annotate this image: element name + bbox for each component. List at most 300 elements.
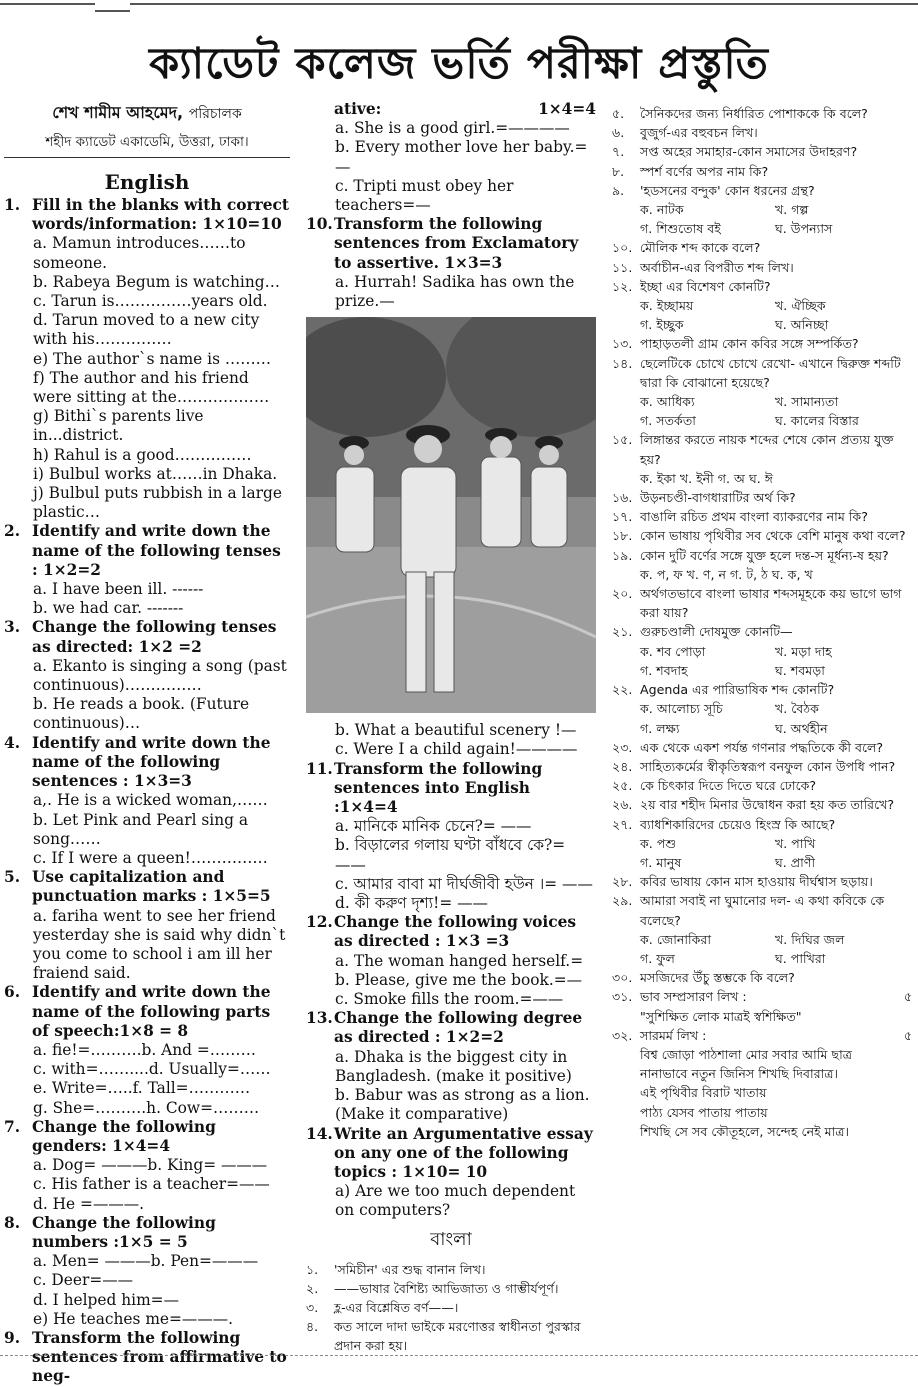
bangla-question-row: [612, 891, 912, 929]
question-block: [4, 196, 290, 522]
question-number: ১৫.: [612, 432, 633, 448]
bangla-question: [612, 258, 912, 277]
bangla-question: [612, 872, 912, 891]
bangla-question: [612, 738, 912, 757]
bangla-question-row: [612, 1026, 912, 1045]
question-text: সাহিত্যকর্মের স্বীকৃতিস্বরূপ বনফুল কোন উপধি পান?: [640, 758, 896, 774]
question-text: Agenda এর পারিভাষিক শব্দ কোনটি?: [640, 682, 835, 698]
question-item: c. Tarun is……………years old.: [33, 292, 268, 311]
question-text: Change the following degree as directed : 1×2=2: [334, 1009, 583, 1047]
bangla-question-row: [306, 1317, 596, 1355]
question-item: d. কী করুণ দৃশ্য!= ——: [335, 894, 488, 913]
question-text: Transform the following sentences from Exclamatory to assertive. 1×3=3: [334, 215, 579, 272]
question-item: c. His father is a teacher=——: [33, 1175, 270, 1194]
bangla-question: [612, 891, 912, 968]
bangla-question-row: [612, 123, 912, 142]
question-head: [4, 196, 290, 234]
option: ঘ. প্রাণী: [775, 854, 816, 870]
question-number: ৮.: [612, 163, 625, 179]
question-head: [4, 868, 290, 906]
question-block: [4, 1118, 290, 1214]
question-text: Identify and write down the name of the following parts of speech:1×8 = 8: [32, 983, 271, 1040]
bangla-question: [612, 815, 912, 873]
option: গ. মানুষ: [640, 854, 682, 870]
bangla-question: [612, 488, 912, 507]
question-text: এক থেকে একশ পর্যন্ত গণনার পদ্ধতিকে কী বলে?: [640, 739, 884, 755]
bangla-question-row: [612, 757, 912, 776]
bangla-question: [612, 987, 912, 1025]
question-text: স্পর্শ বর্ণের অপর নাম কি?: [640, 163, 769, 179]
author-org: শহীদ ক্যাডেট একাডেমি, উত্তরা, ঢাকা।: [4, 131, 290, 158]
question-number: ৬.: [612, 125, 625, 141]
question-number: ২৬.: [612, 797, 633, 813]
question-item: b. Please, give me the book.=—: [335, 970, 583, 989]
question-item: c. Were I a child again!————: [335, 740, 578, 759]
question-number: 5.: [4, 868, 21, 887]
option-row: [612, 853, 912, 872]
author-name: শেখ শামীম আহমেদ, পরিচালক: [52, 103, 242, 122]
bangla-question-row: [612, 987, 912, 1006]
bangla-question: [612, 584, 912, 622]
question-text: আমারা সবাই না ঘুমানোর দল- এ কথা কবিকে কে বলেছে?: [640, 893, 885, 928]
cadets-marching-photo: [306, 317, 596, 713]
q9-continuation: [306, 100, 596, 119]
column-1: [4, 100, 290, 1387]
english-questions-col2b: [306, 760, 596, 1221]
option: ক. জোনাকিরা: [640, 931, 712, 947]
bangla-question-row: [612, 334, 912, 353]
question-block: [4, 983, 290, 1117]
option-row: [612, 699, 912, 718]
question-block: [306, 913, 596, 1009]
question-head: [4, 1118, 290, 1156]
question-text: কোন দুটি বর্ণের সঙ্গে যুক্ত হলে দন্ত-স মূর্ধন্য-ষ হয়?: [640, 547, 889, 563]
question-text: Transform the following sentences into English :1×4=4: [334, 759, 543, 817]
question-item: c. Tripti must obey her teachers=—: [335, 176, 514, 215]
q9-head-cont: ative:: [334, 100, 382, 118]
q10-rest: [306, 721, 596, 759]
top-border: [0, 0, 918, 12]
question-number: ২৯.: [612, 893, 633, 909]
bangla-question: [612, 795, 912, 814]
question-text: Write an Argumentative essay on any one of the following topics : 1×10= 10: [334, 1124, 593, 1181]
question-item: e) He teaches me=———.: [33, 1309, 233, 1328]
question-text: ব্যাধশিকারিদের চেয়েও হিংস্র কি আছে?: [640, 816, 836, 832]
bangla-questions-col2: [306, 1260, 596, 1356]
q9-items: [306, 119, 596, 215]
question-number: 9.: [4, 1328, 21, 1347]
question-text: কবির ভাষায় কোন মাস হাওয়ায় দীর্ঘশ্বাস ছড়ায়।: [640, 874, 873, 890]
question-item: a. I have been ill. ------: [33, 580, 204, 599]
bangla-question-row: [612, 546, 912, 565]
question-item: c. If I were a queen!……………: [33, 848, 268, 867]
question-text: Transform the following sentences from affirmative to neg-: [32, 1328, 287, 1386]
poem-line: এই পৃথিবীর বিরাট খাতায়: [640, 1085, 767, 1101]
question-item: d. I helped him=—: [33, 1290, 179, 1309]
question-item: b. বিড়ালের গলায় ঘণ্টা বাঁধবে কে?= ——: [335, 836, 566, 874]
question-number: 8.: [4, 1213, 21, 1232]
option-line: ক. ইকা খ. ইনী গ. অ ঘ. ঈ: [640, 470, 773, 486]
question-number: ৩১.: [612, 989, 633, 1005]
bangla-question-row: [612, 815, 912, 834]
poem-line: বিশ্ব জোড়া পাঠশালা মোর সবার আমি ছাত্র: [640, 1046, 852, 1062]
question-number: 10.: [306, 215, 333, 234]
question-number: ৩০.: [612, 970, 633, 986]
question-item: a. Mamun introduces……to someone.: [33, 234, 246, 272]
question-number: ২.: [306, 1280, 319, 1296]
question-text: 'সমিচীন' এর শুদ্ধ বানান লিখ।: [334, 1261, 486, 1277]
option: খ. মড়া দাহ: [775, 643, 832, 659]
question-text: মৌলিক শব্দ কাকে বলে?: [640, 240, 761, 256]
poem-line: পাঠ্য যেসব পাতায় পাতায়: [640, 1104, 768, 1120]
option: ক. আলোচ্য সূচি: [640, 701, 723, 717]
question-number: ১৮.: [612, 528, 633, 544]
question-number: ৭.: [612, 144, 625, 160]
option: গ. ফুল: [640, 950, 675, 966]
option: গ. সতর্কতা: [640, 413, 696, 429]
bangla-question: [612, 354, 912, 431]
option-row: [612, 315, 912, 334]
question-block: [4, 1329, 290, 1387]
bangla-question-row: [612, 738, 912, 757]
question-item: b. Rabeya Begum is watching…: [33, 272, 281, 291]
bangla-question-row: [612, 872, 912, 891]
bottom-border: [0, 1355, 918, 1356]
question-number: 12.: [306, 913, 333, 932]
question-item: a) Are we too much dependent on computers?: [335, 1182, 576, 1220]
bangla-question-row: [612, 968, 912, 987]
bangla-question: [612, 123, 912, 142]
question-item: d. Tarun moved to a new city with his……………: [33, 311, 260, 349]
question-text: সারমর্ম লিখ :: [640, 1027, 707, 1043]
option: ঘ. শবমড়া: [775, 662, 825, 678]
bangla-question-row: [612, 162, 912, 181]
question-item: b. we had car. -------: [33, 599, 184, 618]
question-item: f) The author and his friend were sitting at the………………: [33, 368, 270, 407]
question-block: [306, 1125, 596, 1221]
question-number: ২৮.: [612, 874, 633, 890]
question-number: ২০.: [612, 586, 633, 602]
bangla-question-row: [612, 277, 912, 296]
option: ক. আধিক্য: [640, 394, 695, 410]
bangla-question-row: [612, 776, 912, 795]
question-text: Change the following voices as directed : 1×3 =3: [334, 913, 577, 951]
bangla-question: [612, 162, 912, 181]
bangla-question: [612, 334, 912, 353]
question-number: ২৩.: [612, 739, 633, 755]
option: গ. শবদাহ: [640, 662, 688, 678]
option: খ. দিঘির জল: [775, 931, 845, 947]
question-item: i) Bulbul works at……in Dhaka.: [33, 464, 278, 483]
option-row: [612, 219, 912, 238]
question-block: [4, 618, 290, 733]
question-text: পাহাড়তলী গ্রাম কোন কবির সঙ্গে সম্পর্কিত?: [640, 336, 859, 352]
question-number: ১৬.: [612, 490, 633, 506]
bangla-question-row: [612, 354, 912, 392]
question-number: ১৭.: [612, 509, 633, 525]
question-item: j) Bulbul puts rubbish in a large plastic…: [33, 484, 282, 522]
page-title: ক্যাডেট কলেজ ভর্তি পরীক্ষা প্রস্তুতি: [149, 39, 769, 89]
question-text: মসজিদের উঁচু স্তম্ভকে কি বলে?: [640, 970, 795, 986]
question-item: c. Smoke fills the room.=——: [335, 990, 564, 1009]
bangla-question-row: [612, 526, 912, 545]
option-row: [612, 949, 912, 968]
question-number: 6.: [4, 983, 21, 1002]
option: ঘ. অর্থহীন: [775, 720, 828, 736]
question-item: g. She=……….h. Cow=………: [33, 1098, 260, 1117]
question-text: Identify and write down the name of the following tenses : 1×2=2: [32, 522, 281, 579]
question-number: 2.: [4, 522, 21, 541]
question-item: a. Hurrah! Sadika has own the prize.—: [335, 272, 575, 311]
option-line: ক. প, ফ খ. ণ, ন গ. ট, ঠ ঘ. ক, খ: [640, 566, 813, 582]
bangla-question: [612, 968, 912, 987]
bangla-question-row: [612, 142, 912, 161]
bangla-question: [612, 680, 912, 738]
question-number: ৩.: [306, 1299, 319, 1315]
question-text: অর্বাচীন-এর বিপরীত শব্দ লিখ।: [640, 259, 794, 275]
author-block: [4, 100, 290, 158]
option: ক. ইচ্ছাময়: [640, 298, 694, 314]
question-number: 3.: [4, 618, 21, 637]
question-marks: ৫: [903, 1027, 912, 1043]
question-number: 1.: [4, 196, 21, 214]
question-head: [306, 1009, 596, 1047]
option: খ. সামান্যতা: [775, 394, 839, 410]
bangla-question: [612, 238, 912, 257]
question-item: a,. He is a wicked woman,……: [33, 791, 268, 810]
question-text: ২য় বার শহীদ মিনার উদ্বোধন করা হয় কত তারিখে?: [640, 797, 895, 813]
question-item: a. Men= ———b. Pen=———: [33, 1252, 259, 1271]
english-questions-col1: [4, 196, 290, 1387]
column-2: [306, 100, 596, 1356]
bangla-question-row: [612, 104, 912, 123]
option: খ. বৈঠক: [775, 701, 819, 717]
bangla-questions-col3: [612, 104, 912, 1141]
option-row: [612, 930, 912, 949]
question-block: [306, 1009, 596, 1124]
poem-line: নানাভাবে নতুন জিনিস শিখছি দিবারাত্র।: [640, 1066, 839, 1082]
question-number: ১.: [306, 1261, 319, 1277]
bangla-question-row: [612, 258, 912, 277]
question-block: [4, 1214, 290, 1329]
question-number: ১৪.: [612, 355, 633, 371]
question-item: a. Ekanto is singing a song (past continuous)……………: [33, 656, 287, 695]
question-head: [4, 1329, 290, 1387]
bangla-question-row: [612, 584, 912, 622]
question-text: 'হডসনের বন্দুক' কোন ধরনের গ্রন্থ?: [640, 182, 815, 198]
poem-line: "সুশিক্ষিত লোক মাত্রই স্বশিক্ষিত": [640, 1008, 802, 1024]
option: গ. লক্ষ্য: [640, 720, 680, 736]
question-item: b. Let Pink and Pearl sing a song……: [33, 810, 249, 848]
question-text: ইচ্ছা এর বিশেষণ কোনটি?: [640, 278, 771, 294]
bangla-question: [306, 1260, 596, 1279]
bangla-question: [612, 277, 912, 335]
bangla-question-row: [612, 680, 912, 699]
column-3: [612, 104, 912, 1141]
question-item: e. Write=…..f. Tall=…………: [33, 1079, 251, 1098]
english-questions-col2: [306, 215, 596, 311]
question-item: b. Every mother love her baby.=—: [335, 138, 588, 176]
question-item: b. Babur was as strong as a lion. (Make it comparative): [335, 1086, 590, 1124]
question-number: ২২.: [612, 682, 633, 698]
option: ক. নাটক: [640, 202, 684, 218]
bangla-question-row: [612, 507, 912, 526]
question-text: অর্থগতভাবে বাংলা ভাষার শব্দসমূহকে কয় ভাগে ভাগ করা যায়?: [640, 586, 902, 621]
question-number: ২৫.: [612, 778, 633, 794]
bangla-question: [612, 181, 912, 239]
english-heading: English: [104, 170, 190, 194]
question-text: বাঙালি রচিত প্রথম বাংলা ব্যাকরণের নাম কি?: [640, 509, 868, 525]
option-row: [612, 411, 912, 430]
question-head: [4, 983, 290, 1041]
bangla-question: [612, 142, 912, 161]
option-row: [612, 296, 912, 315]
question-number: 11.: [306, 759, 333, 778]
question-number: ১০.: [612, 240, 633, 256]
question-text: উড়নচণ্ডী-বাগধারাটির অর্থ কি?: [640, 490, 796, 506]
bangla-question: [612, 546, 912, 584]
question-text: বুজুর্গ-এর বহুবচন লিখ।: [640, 125, 758, 141]
question-head: [4, 734, 290, 792]
question-head: [4, 618, 290, 656]
question-item: a. মানিকে মানিক চেনে?= ——: [335, 817, 532, 836]
bangla-question-row: [306, 1298, 596, 1317]
question-item: c. Deer=——: [33, 1271, 133, 1290]
bangla-question: [612, 104, 912, 123]
question-item: a. Dhaka is the biggest city in Bangladesh. (make it positive): [335, 1047, 572, 1085]
question-number: ১১.: [612, 259, 633, 275]
question-text: সপ্ত অহের সমাহার-কোন সমাসের উদাহরণ?: [640, 144, 858, 160]
question-item: a. Dog= ———b. King= ———: [33, 1156, 268, 1175]
author-role: পরিচালক: [188, 106, 242, 122]
option: ক. শব পোড়া: [640, 643, 706, 659]
bangla-question-row: [612, 622, 912, 641]
option: গ. শিশুতোষ বই: [640, 221, 721, 237]
bangla-question-row: [306, 1260, 596, 1279]
question-item: a. fie!=……….b. And =………: [33, 1040, 256, 1059]
question-number: ৪.: [306, 1319, 319, 1335]
question-text: Change the following tenses as directed: 1×2 =2: [32, 618, 277, 656]
option: খ. ঐচ্ছিক: [775, 298, 826, 314]
bangla-question: [306, 1279, 596, 1298]
q9-marks: 1×4=4: [538, 100, 596, 118]
question-text: কত সালে দাদা ভাইকে মরণোত্তর স্বাধীনতা পুরস্কার প্রদান করা হয়।: [334, 1319, 581, 1354]
question-item: g) Bithi`s parents live in...district.: [33, 407, 204, 445]
option: ঘ. অনিচ্ছা: [775, 317, 829, 333]
question-text: হ্ল-এর বিশ্লেষিত বর্ণ——।: [334, 1299, 459, 1315]
question-number: 13.: [306, 1009, 333, 1028]
question-item: b. What a beautiful scenery !—: [335, 721, 577, 740]
question-text: ছেলেটিকে চোখে চোখে রেখো- এখানে দ্বিরুক্ত শব্দটি দ্বারা কি বোঝানো হয়েছে?: [640, 355, 901, 390]
question-text: লিঙ্গান্তর করতে নায়ক শব্দের শেষে কোন প্রত্যয় যুক্ত হয়?: [640, 432, 894, 467]
question-item: d. He =———.: [33, 1194, 145, 1213]
option-row: [612, 200, 912, 219]
option-row: [612, 661, 912, 680]
question-text: Identify and write down the name of the following sentences : 1×3=3: [32, 733, 271, 791]
option: ঘ. উপন্যাস: [775, 221, 833, 237]
bangla-question-row: [612, 488, 912, 507]
question-number: 4.: [4, 733, 21, 752]
question-text: Change the following numbers :1×5 = 5: [32, 1213, 216, 1251]
option: খ. পাখি: [775, 835, 816, 851]
question-text: সৈনিকদের জন্য নির্ধারিত পোশাককে কি বলে?: [640, 106, 868, 121]
question-number: ৯.: [612, 182, 625, 198]
question-number: ৫.: [612, 106, 625, 121]
question-head: [4, 522, 290, 580]
option: গ. ইচ্ছুক: [640, 317, 684, 333]
option: ক. পশু: [640, 835, 677, 851]
bangla-question: [306, 1298, 596, 1317]
question-number: ৩২.: [612, 1027, 633, 1043]
bangla-question: [612, 776, 912, 795]
bangla-question-row: [306, 1279, 596, 1298]
question-block: [4, 734, 290, 868]
question-head: [306, 760, 596, 818]
question-number: ১২.: [612, 278, 633, 294]
bangla-question-row: [612, 181, 912, 200]
question-number: ২৭.: [612, 816, 633, 832]
question-text: গুরুচণ্ডালী দোষমুক্ত কোনটি—: [640, 624, 793, 640]
question-item: a. She is a good girl.=————: [335, 119, 570, 138]
option: ঘ. পাখিরা: [775, 950, 826, 966]
bangla-heading: বাংলা: [430, 1228, 472, 1250]
bangla-question: [612, 430, 912, 488]
bangla-question: [306, 1317, 596, 1355]
option: খ. গল্প: [775, 202, 809, 218]
question-block: [306, 215, 596, 311]
question-number: 14.: [306, 1124, 333, 1143]
question-text: কে চিৎকার দিতে দিতে ঘরে ঢোকে?: [640, 778, 817, 794]
question-item: c. with=……....d. Usually=……: [33, 1060, 271, 1079]
question-block: [4, 868, 290, 983]
option: ঘ. কালের বিস্তার: [775, 413, 859, 429]
bangla-question: [612, 757, 912, 776]
option-row: [612, 834, 912, 853]
question-item: h) Rahul is a good……………: [33, 445, 252, 464]
option-row: [612, 392, 912, 411]
question-number: ২৪.: [612, 758, 633, 774]
bangla-question: [612, 622, 912, 680]
question-text: Fill in the blanks with correct words/information: 1×10=10: [32, 196, 290, 234]
question-block: [4, 522, 290, 618]
option-row: [612, 719, 912, 738]
option-row: [612, 642, 912, 661]
question-head: [306, 1125, 596, 1183]
question-item: c. আমার বাবা মা দীর্ঘজীবী হউন ।= ——: [335, 874, 593, 893]
bangla-question-row: [612, 238, 912, 257]
question-text: ——ভাষার বৈশিষ্ট্য আভিজাত্য ও গাম্ভীর্যপূর্ণ।: [334, 1280, 559, 1296]
bangla-question-row: [612, 430, 912, 468]
question-number: 7.: [4, 1117, 21, 1136]
question-text: কোন ভাষায় পৃথিবীর সব থেকে বেশি মানুষ কথা বলে?: [640, 528, 906, 544]
question-marks: ৫: [903, 989, 912, 1005]
question-head: [4, 1214, 290, 1252]
bangla-question: [612, 1026, 912, 1141]
question-text: ভাব সম্প্রসারণ লিখ :: [640, 989, 747, 1005]
question-item: a. The woman hanged herself.=: [335, 951, 584, 970]
poem-line: শিখছি সে সব কৌতূহলে, সন্দেহ নেই মাত্র।: [640, 1123, 850, 1139]
bangla-question: [612, 507, 912, 526]
question-head: [306, 913, 596, 951]
bangla-question: [612, 526, 912, 545]
question-item: b. He reads a book. (Future continuous)…: [33, 695, 250, 733]
bangla-question-row: [612, 795, 912, 814]
question-block: [306, 760, 596, 914]
question-item: a. fariha went to see her friend yesterday she is said why didn`t you come to school i am ill her fraiend said.: [33, 906, 286, 983]
question-number: ১৯.: [612, 547, 633, 563]
question-text: Change the following genders: 1×4=4: [32, 1117, 216, 1155]
question-number: ১৩.: [612, 336, 633, 352]
